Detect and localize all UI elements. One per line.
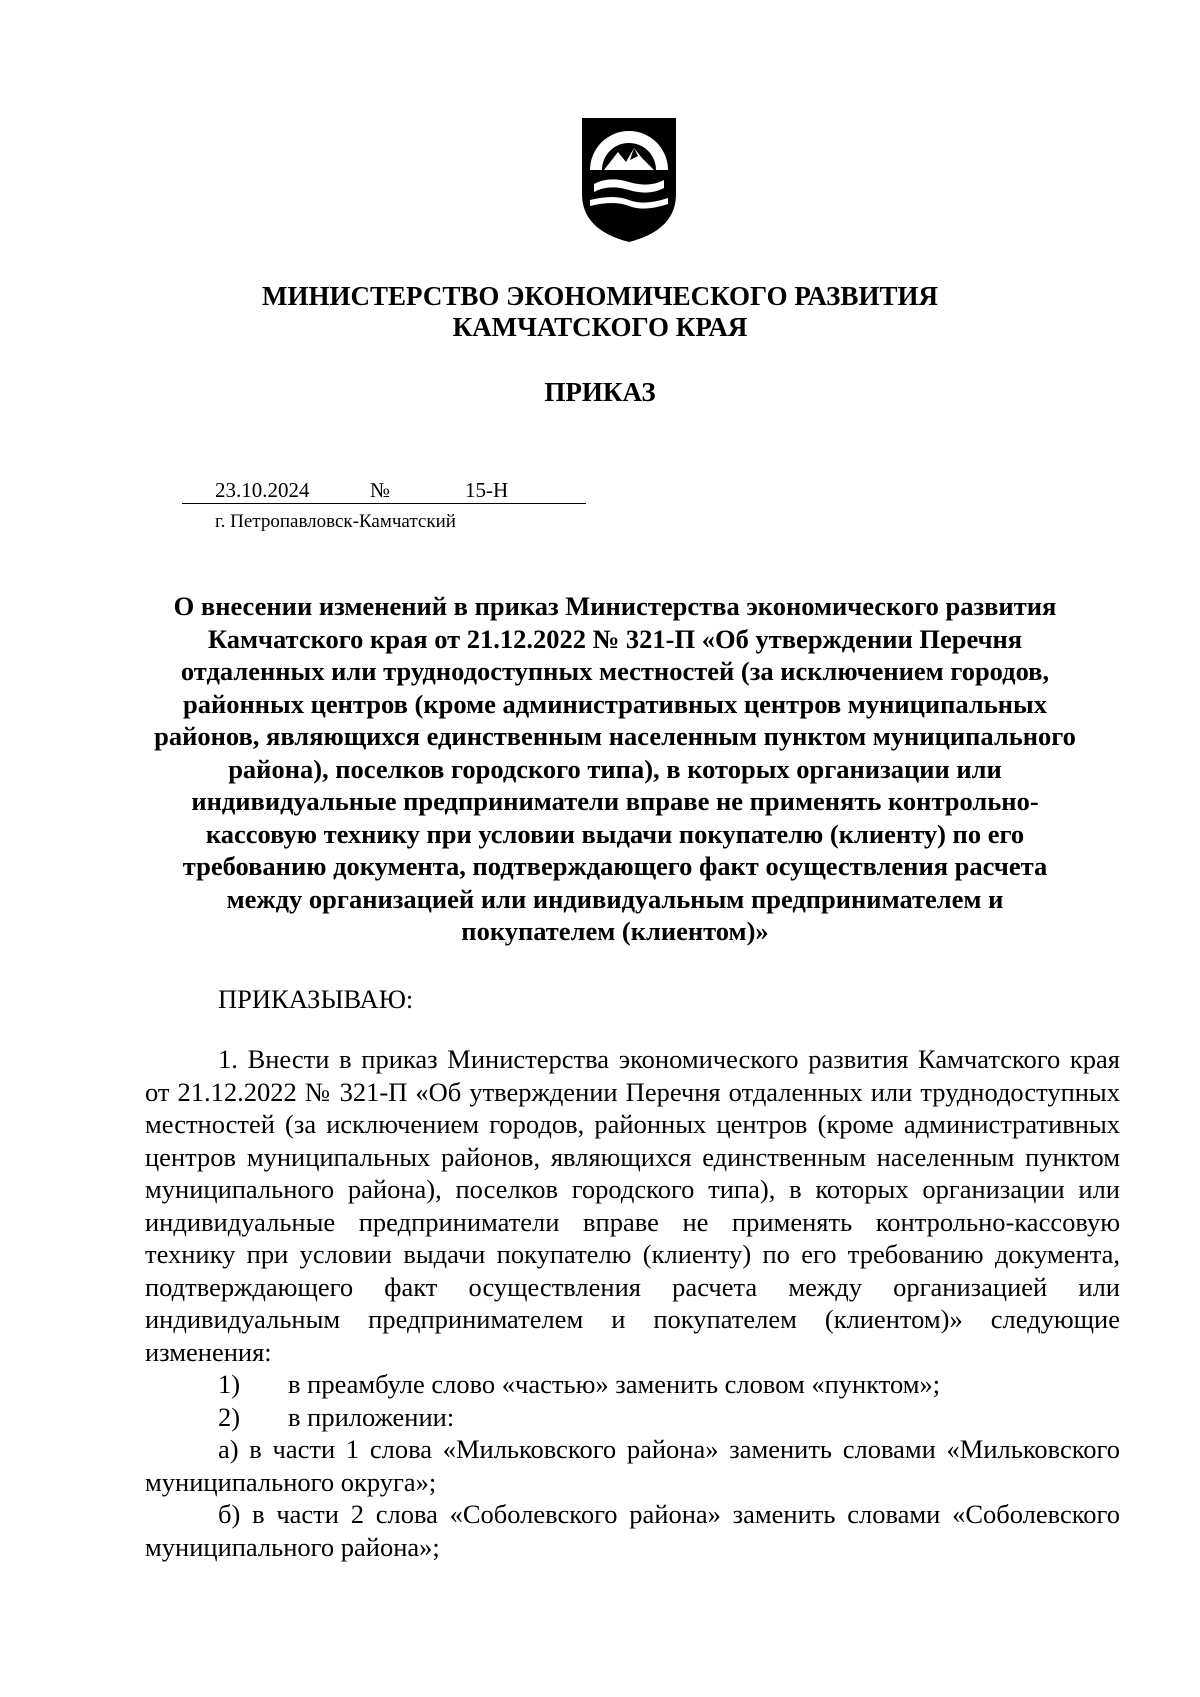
- order-body: [145, 1043, 1120, 1563]
- ministry-name: [0, 281, 1200, 343]
- list-item-1: [145, 1368, 1120, 1401]
- list-item-2: [145, 1401, 1120, 1434]
- list-item-2-text: в приложении:: [288, 1401, 455, 1432]
- list-item-2-mark: 2): [218, 1401, 241, 1432]
- order-city: г. Петропавловск-Камчатский: [215, 511, 456, 532]
- sub-item-b: б) в части 2 слова «Соболевского района» заменить словами «Соболевского муниципального района»;: [145, 1499, 1120, 1562]
- meta-underline: [182, 503, 586, 504]
- decree-word: ПРИКАЗЫВАЮ:: [218, 984, 414, 1014]
- order-number: 15-Н: [465, 478, 509, 502]
- paragraph-1: 1. Внести в приказ Министерства экономического развития Камчатского края от 21.12.2022 № 321-П «Об утверждении Перечня отдаленных или труднодоступных местностей (за исключением городов, районных центров (кроме административных центров муниципальных районов, являющихся единственным населенным пунктом муниципального района), поселков городского типа), в которых организации или индивидуальные предприниматели вправе не применять контрольно-кассовую технику при условии выдачи покупателю (клиенту) по его требованию документа, подтверждающего факт осуществления расчета между организацией или индивидуальным предпринимателем и покупателем (клиентом)» следующие изменения:: [145, 1044, 1120, 1367]
- order-date: 23.10.2024: [215, 478, 310, 502]
- document-type: ПРИКАЗ: [544, 377, 656, 407]
- ministry-name-line2: КАМЧАТСКОГО КРАЯ: [452, 312, 748, 342]
- list-item-1-mark: 1): [218, 1369, 241, 1399]
- order-subject: О внесении изменений в приказ Министерства экономического развития Камчатского края от 21.12.2022 № 321-П «Об утверждении Перечня отдаленных или труднодоступных местностей (за исключением городов, районных центров (кроме административных центров муниципальных районов, являющихся единственным населенным пунктом муниципального района), поселков городского типа), в которых организации или индивидуальные предприниматели вправе не применять контрольно-кассовую технику при условии выдачи покупателю (клиенту) по его требованию документа, подтверждающего факт осуществления расчета между организацией или индивидуальным предпринимателем и покупателем (клиентом)»: [154, 591, 1076, 946]
- order-number-sign: №: [370, 478, 391, 502]
- list-item-1-text: в преамбуле слово «частью» заменить словом «пунктом»;: [288, 1369, 941, 1399]
- sub-item-a: а) в части 1 слова «Мильковского района» заменить словами «Мильковского муниципального округа»;: [145, 1434, 1120, 1497]
- kamchatka-coat-of-arms-icon: [574, 112, 684, 244]
- ministry-name-line1: МИНИСТЕРСТВО ЭКОНОМИЧЕСКОГО РАЗВИТИЯ: [262, 281, 938, 311]
